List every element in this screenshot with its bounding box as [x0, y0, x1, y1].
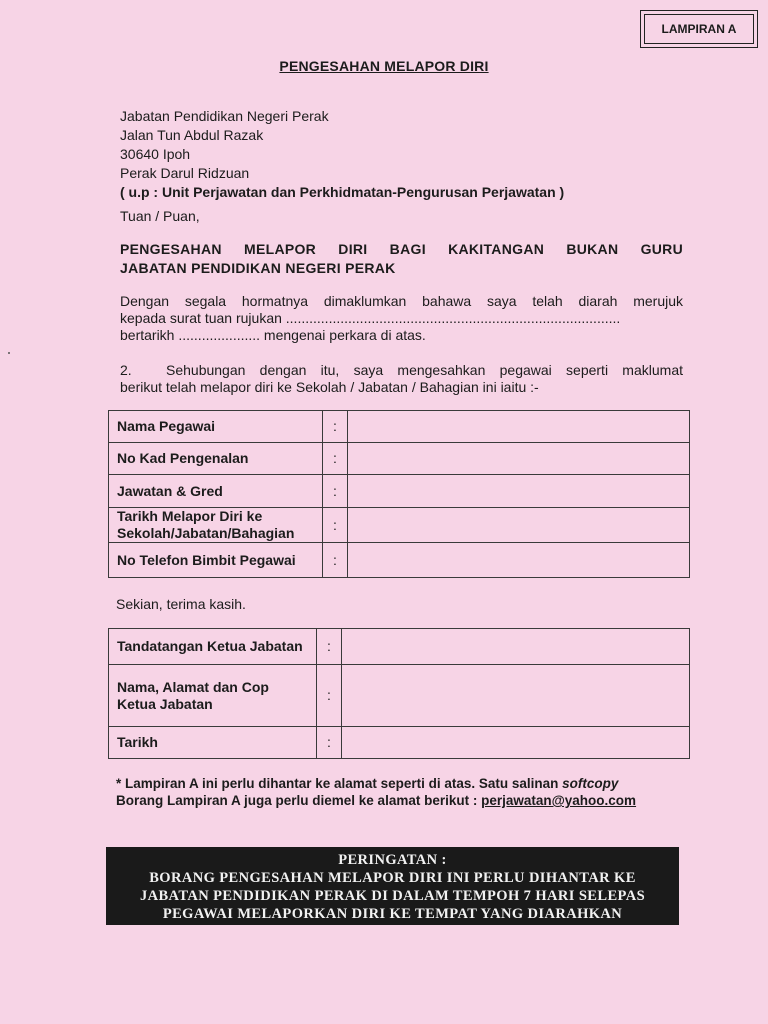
table-row — [109, 508, 690, 543]
subject-heading — [120, 240, 683, 278]
footnote-prefix: * Lampiran A ini perlu dihantar ke alamat seperti di atas. Satu salinan — [116, 776, 563, 791]
field-value-tarikh[interactable] — [342, 727, 690, 759]
table-row — [109, 543, 690, 578]
paragraph-1-line-2: kepada surat tuan rujukan ...................................................................................... — [120, 310, 621, 326]
field-colon: : — [323, 443, 348, 475]
paragraph-1 — [120, 293, 683, 344]
warning-heading: PERINGATAN : — [338, 852, 447, 868]
paragraph-2-line-2: berikut telah melapor diri ke Sekolah / Jabatan / Bahagian ini iaitu :- — [120, 379, 539, 395]
subject-line-2: JABATAN PENDIDIKAN NEGERI PERAK — [120, 260, 396, 276]
field-label-tandatangan: Tandatangan Ketua Jabatan — [109, 629, 317, 665]
field-colon: : — [323, 543, 348, 578]
officer-details-table — [108, 410, 690, 578]
paragraph-1-line-3: bertarikh ..................... mengenai perkara di atas. — [120, 327, 426, 343]
table-row — [109, 411, 690, 443]
footnote-italic: softcopy — [562, 776, 619, 791]
footnote-line-2 — [116, 792, 696, 809]
field-label-tarikh-melapor: Tarikh Melapor Diri ke Sekolah/Jabatan/Bahagian — [109, 508, 323, 543]
address-line-3: 30640 Ipoh — [120, 146, 191, 162]
closing-text: Sekian, terima kasih. — [116, 596, 246, 612]
lampiran-label: LAMPIRAN A — [644, 14, 754, 44]
address-line-2: Jalan Tun Abdul Razak — [120, 127, 264, 143]
salutation: Tuan / Puan, — [120, 208, 200, 224]
field-value-tandatangan[interactable] — [342, 629, 690, 665]
footnote-line-2-text: Borang Lampiran A juga perlu diemel ke alamat berikut : — [116, 793, 482, 808]
field-colon: : — [317, 629, 342, 665]
table-row — [109, 443, 690, 475]
field-label-jawatan-gred: Jawatan & Gred — [109, 475, 323, 508]
paragraph-2-line-1-wrap — [120, 362, 683, 379]
field-value-nama-pegawai[interactable] — [348, 411, 690, 443]
field-colon: : — [317, 727, 342, 759]
field-label-no-telefon: No Telefon Bimbit Pegawai — [109, 543, 323, 578]
paragraph-number: 2. — [120, 362, 132, 378]
subject-line-1: PENGESAHAN MELAPOR DIRI BAGI KAKITANGAN BUKAN GURU — [120, 241, 683, 257]
field-value-no-kad-pengenalan[interactable] — [348, 443, 690, 475]
warning-line-3: PEGAWAI MELAPORKAN DIRI KE TEMPAT YANG DIARAHKAN — [162, 906, 623, 922]
field-label-nama-pegawai: Nama Pegawai — [109, 411, 323, 443]
field-label-tarikh: Tarikh — [109, 727, 317, 759]
paragraph-1-line-1: Dengan segala hormatnya dimaklumkan bahawa saya telah diarah merujuk — [120, 293, 683, 309]
table-row — [109, 665, 690, 727]
field-colon: : — [317, 665, 342, 727]
address-up-line: ( u.p : Unit Perjawatan dan Perkhidmatan-Pengurusan Perjawatan ) — [120, 184, 565, 200]
warning-box — [106, 847, 679, 925]
field-value-no-telefon[interactable] — [348, 543, 690, 578]
field-colon: : — [323, 411, 348, 443]
field-colon: : — [323, 508, 348, 543]
table-row — [109, 727, 690, 759]
field-label-nama-alamat-cop: Nama, Alamat dan Cop Ketua Jabatan — [109, 665, 317, 727]
table-row — [109, 475, 690, 508]
head-of-department-table — [108, 628, 690, 759]
email-link[interactable]: perjawatan@yahoo.com — [481, 793, 637, 808]
table-row — [109, 629, 690, 665]
field-colon: : — [323, 475, 348, 508]
field-value-nama-alamat-cop[interactable] — [342, 665, 690, 727]
document-title: PENGESAHAN MELAPOR DIRI — [279, 58, 489, 74]
warning-line-1: BORANG PENGESAHAN MELAPOR DIRI INI PERLU DIHANTAR KE — [149, 870, 636, 886]
scan-speck — [8, 352, 10, 354]
address-line-4: Perak Darul Ridzuan — [120, 165, 250, 181]
field-value-tarikh-melapor[interactable] — [348, 508, 690, 543]
warning-line-2: JABATAN PENDIDIKAN PERAK DI DALAM TEMPOH 7 HARI SELEPAS — [139, 888, 646, 904]
recipient-address — [120, 107, 564, 202]
footnote — [116, 775, 696, 809]
field-value-jawatan-gred[interactable] — [348, 475, 690, 508]
footnote-line-1 — [116, 775, 696, 792]
paragraph-2-line-1: Sehubungan dengan itu, saya mengesahkan pegawai seperti maklumat — [166, 362, 683, 378]
address-line-1: Jabatan Pendidikan Negeri Perak — [120, 108, 329, 124]
field-label-no-kad-pengenalan: No Kad Pengenalan — [109, 443, 323, 475]
paragraph-2 — [120, 362, 683, 396]
